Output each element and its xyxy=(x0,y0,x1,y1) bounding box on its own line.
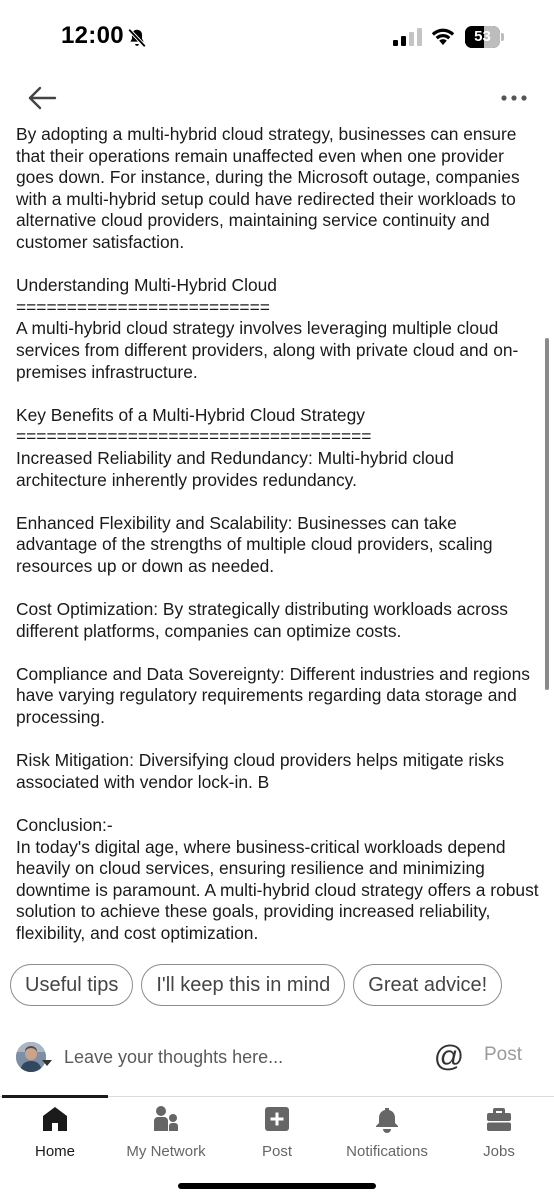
status-bar xyxy=(0,0,554,76)
nav-label-notifications: Notifications xyxy=(346,1143,428,1160)
mention-button[interactable]: @ xyxy=(433,1040,465,1073)
nav-item-jobs[interactable] xyxy=(446,1103,552,1165)
people-icon xyxy=(152,1105,180,1133)
home-indicator[interactable] xyxy=(178,1183,376,1189)
nav-label-post: Post xyxy=(261,1143,292,1160)
bottom-nav xyxy=(0,1096,554,1176)
caret-down-icon[interactable] xyxy=(42,1060,52,1066)
nav-label-home: Home xyxy=(34,1143,75,1160)
wifi-icon xyxy=(430,26,456,46)
article-paragraph: Enhanced Flexibility and Scalability: Businesses can take advantage of the strengths of multiple cloud providers, scaling resources up or down as needed. xyxy=(16,512,493,576)
suggested-replies xyxy=(10,964,554,1006)
article-paragraph: Key Benefits of a Multi-Hybrid Cloud Strategy =================================== Increased Reliability and Redundancy: Multi-hybrid cloud architecture inherently provides redundancy. xyxy=(16,404,454,490)
more-horizontal-icon xyxy=(500,94,528,102)
home-icon xyxy=(41,1105,69,1133)
active-tab-indicator xyxy=(2,1095,108,1098)
article-paragraph: By adopting a multi-hybrid cloud strategy, businesses can ensure that their operations remain unaffected even when one provider goes down. For instance, during the Microsoft outage, companies with a multi-hybrid setup could have redirected their workloads to alternative cloud providers, maintaining service continuity and customer satisfaction. xyxy=(16,124,520,252)
battery-icon xyxy=(465,26,505,48)
nav-label-jobs: Jobs xyxy=(483,1143,515,1160)
nav-item-my-network[interactable] xyxy=(112,1103,220,1165)
nav-item-post[interactable] xyxy=(224,1103,330,1165)
avatar[interactable] xyxy=(16,1042,46,1072)
bell-slash-icon xyxy=(126,27,148,49)
bell-icon xyxy=(373,1105,401,1133)
article-body xyxy=(16,124,542,950)
briefcase-icon xyxy=(485,1105,513,1133)
user-photo xyxy=(16,1042,46,1072)
article-paragraph: Compliance and Data Sovereignty: Different industries and regions have varying regulatory requirements regarding data storage and processing. xyxy=(16,663,530,728)
suggestion-chip-great-advice[interactable]: Great advice! xyxy=(353,964,502,1006)
top-app-bar xyxy=(0,76,554,120)
article-paragraph: Cost Optimization: By strategically distributing workloads across different platforms, companies can optimize costs. xyxy=(16,599,508,641)
nav-label-my-network: My Network xyxy=(126,1143,206,1160)
suggestion-chip-keep-in-mind[interactable]: I'll keep this in mind xyxy=(141,964,345,1006)
more-options-button[interactable] xyxy=(494,82,534,114)
scrollbar[interactable] xyxy=(545,338,549,690)
comment-bar xyxy=(0,1036,554,1080)
suggestion-chip-useful-tips[interactable]: Useful tips xyxy=(10,964,133,1006)
article-paragraph: Conclusion:- In today's digital age, where business-critical workloads depend heavily on cloud services, ensuring resilience and minimizing downtime is paramount. A multi-hybrid cloud strategy offers a robust solution to achieve these goals, providing increased reliability, flexibility, and cost optimization. xyxy=(16,815,539,943)
back-button[interactable] xyxy=(22,80,62,116)
cellular-signal-icon xyxy=(393,28,423,46)
status-time: 12:00 xyxy=(61,22,124,49)
nav-item-home[interactable] xyxy=(2,1103,108,1165)
article-paragraph: Risk Mitigation: Diversifying cloud providers helps mitigate risks associated with vendor lock-in. B xyxy=(16,750,505,792)
post-comment-button[interactable]: Post xyxy=(484,1044,523,1065)
arrow-left-icon xyxy=(27,86,57,110)
battery-level-text: 53 xyxy=(474,28,491,45)
nav-item-notifications[interactable] xyxy=(332,1103,442,1165)
article-paragraph: Understanding Multi-Hybrid Cloud ========================= A multi-hybrid cloud strategy involves leveraging multiple cloud services from different providers, along with private cloud and on-premises infrastructure. xyxy=(16,275,519,382)
comment-input[interactable] xyxy=(64,1044,404,1070)
plus-square-icon xyxy=(263,1105,291,1133)
